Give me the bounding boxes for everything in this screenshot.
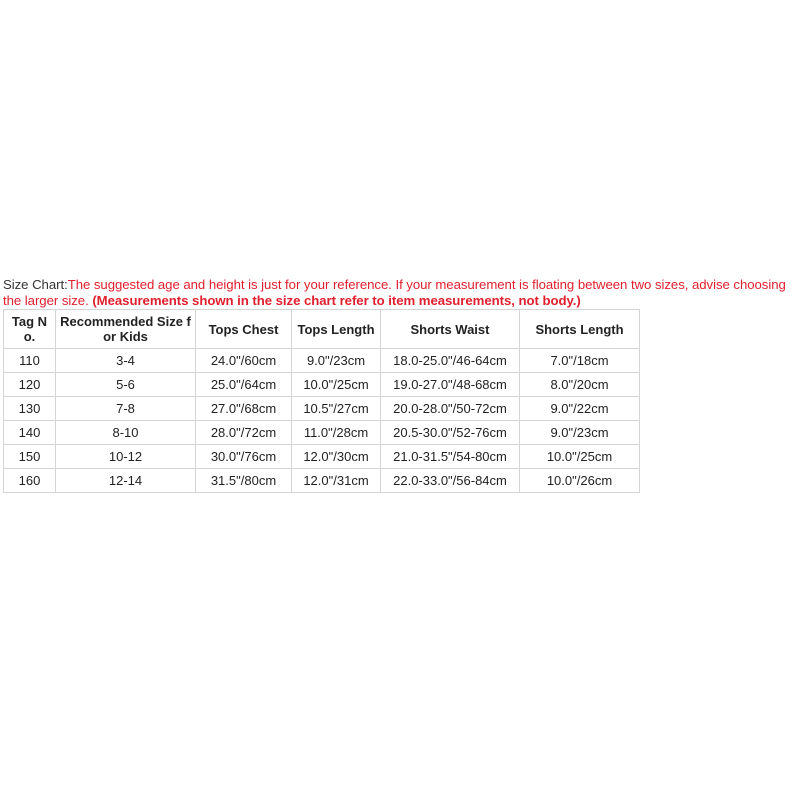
cell-tag-no: 130: [4, 397, 56, 421]
cell-shorts-waist: 20.0-28.0"/50-72cm: [381, 397, 520, 421]
cell-tops-chest: 30.0"/76cm: [196, 445, 292, 469]
table-row: [4, 349, 640, 373]
cell-shorts-length: 9.0"/22cm: [520, 397, 640, 421]
cell-tag-no: 150: [4, 445, 56, 469]
cell-tag-no: 120: [4, 373, 56, 397]
cell-shorts-length: 10.0"/26cm: [520, 469, 640, 493]
notice-bold-text: (Measurements shown in the size chart refer to item measurements, not body.): [92, 293, 581, 308]
cell-tops-chest: 24.0"/60cm: [196, 349, 292, 373]
cell-shorts-waist: 19.0-27.0"/48-68cm: [381, 373, 520, 397]
header-tops-length: Tops Length: [292, 310, 381, 349]
cell-shorts-waist: 21.0-31.5"/54-80cm: [381, 445, 520, 469]
header-shorts-waist: Shorts Waist: [381, 310, 520, 349]
cell-tops-length: 12.0"/30cm: [292, 445, 381, 469]
cell-shorts-length: 7.0"/18cm: [520, 349, 640, 373]
cell-recommended-size: 7-8: [56, 397, 196, 421]
cell-shorts-length: 10.0"/25cm: [520, 445, 640, 469]
cell-tops-chest: 25.0"/64cm: [196, 373, 292, 397]
cell-recommended-size: 8-10: [56, 421, 196, 445]
table-row: [4, 469, 640, 493]
size-chart-table: [3, 309, 640, 493]
notice-text: The suggested age and height is just for your reference. If your measurement is floating between two sizes, advise choosing the larger size.: [3, 277, 786, 308]
table-header-row: [4, 310, 640, 349]
cell-tops-chest: 28.0"/72cm: [196, 421, 292, 445]
header-shorts-length: Shorts Length: [520, 310, 640, 349]
cell-shorts-waist: 18.0-25.0"/46-64cm: [381, 349, 520, 373]
cell-tops-length: 10.5"/27cm: [292, 397, 381, 421]
cell-tag-no: 140: [4, 421, 56, 445]
header-recommended-size: Recommended Size f or Kids: [56, 310, 196, 349]
cell-recommended-size: 10-12: [56, 445, 196, 469]
cell-tops-length: 9.0"/23cm: [292, 349, 381, 373]
cell-tag-no: 110: [4, 349, 56, 373]
cell-tag-no: 160: [4, 469, 56, 493]
cell-recommended-size: 3-4: [56, 349, 196, 373]
size-chart-notice: [3, 277, 795, 309]
table-row: [4, 421, 640, 445]
header-tops-chest: Tops Chest: [196, 310, 292, 349]
header-tag-no: Tag N o.: [4, 310, 56, 349]
cell-tops-length: 11.0"/28cm: [292, 421, 381, 445]
table-row: [4, 397, 640, 421]
cell-recommended-size: 5-6: [56, 373, 196, 397]
cell-tops-length: 12.0"/31cm: [292, 469, 381, 493]
table-row: [4, 445, 640, 469]
cell-shorts-length: 9.0"/23cm: [520, 421, 640, 445]
cell-shorts-waist: 22.0-33.0"/56-84cm: [381, 469, 520, 493]
cell-shorts-length: 8.0"/20cm: [520, 373, 640, 397]
table-row: [4, 373, 640, 397]
cell-shorts-waist: 20.5-30.0"/52-76cm: [381, 421, 520, 445]
cell-tops-chest: 31.5"/80cm: [196, 469, 292, 493]
notice-lead: Size Chart:: [3, 277, 68, 292]
cell-tops-length: 10.0"/25cm: [292, 373, 381, 397]
cell-recommended-size: 12-14: [56, 469, 196, 493]
cell-tops-chest: 27.0"/68cm: [196, 397, 292, 421]
